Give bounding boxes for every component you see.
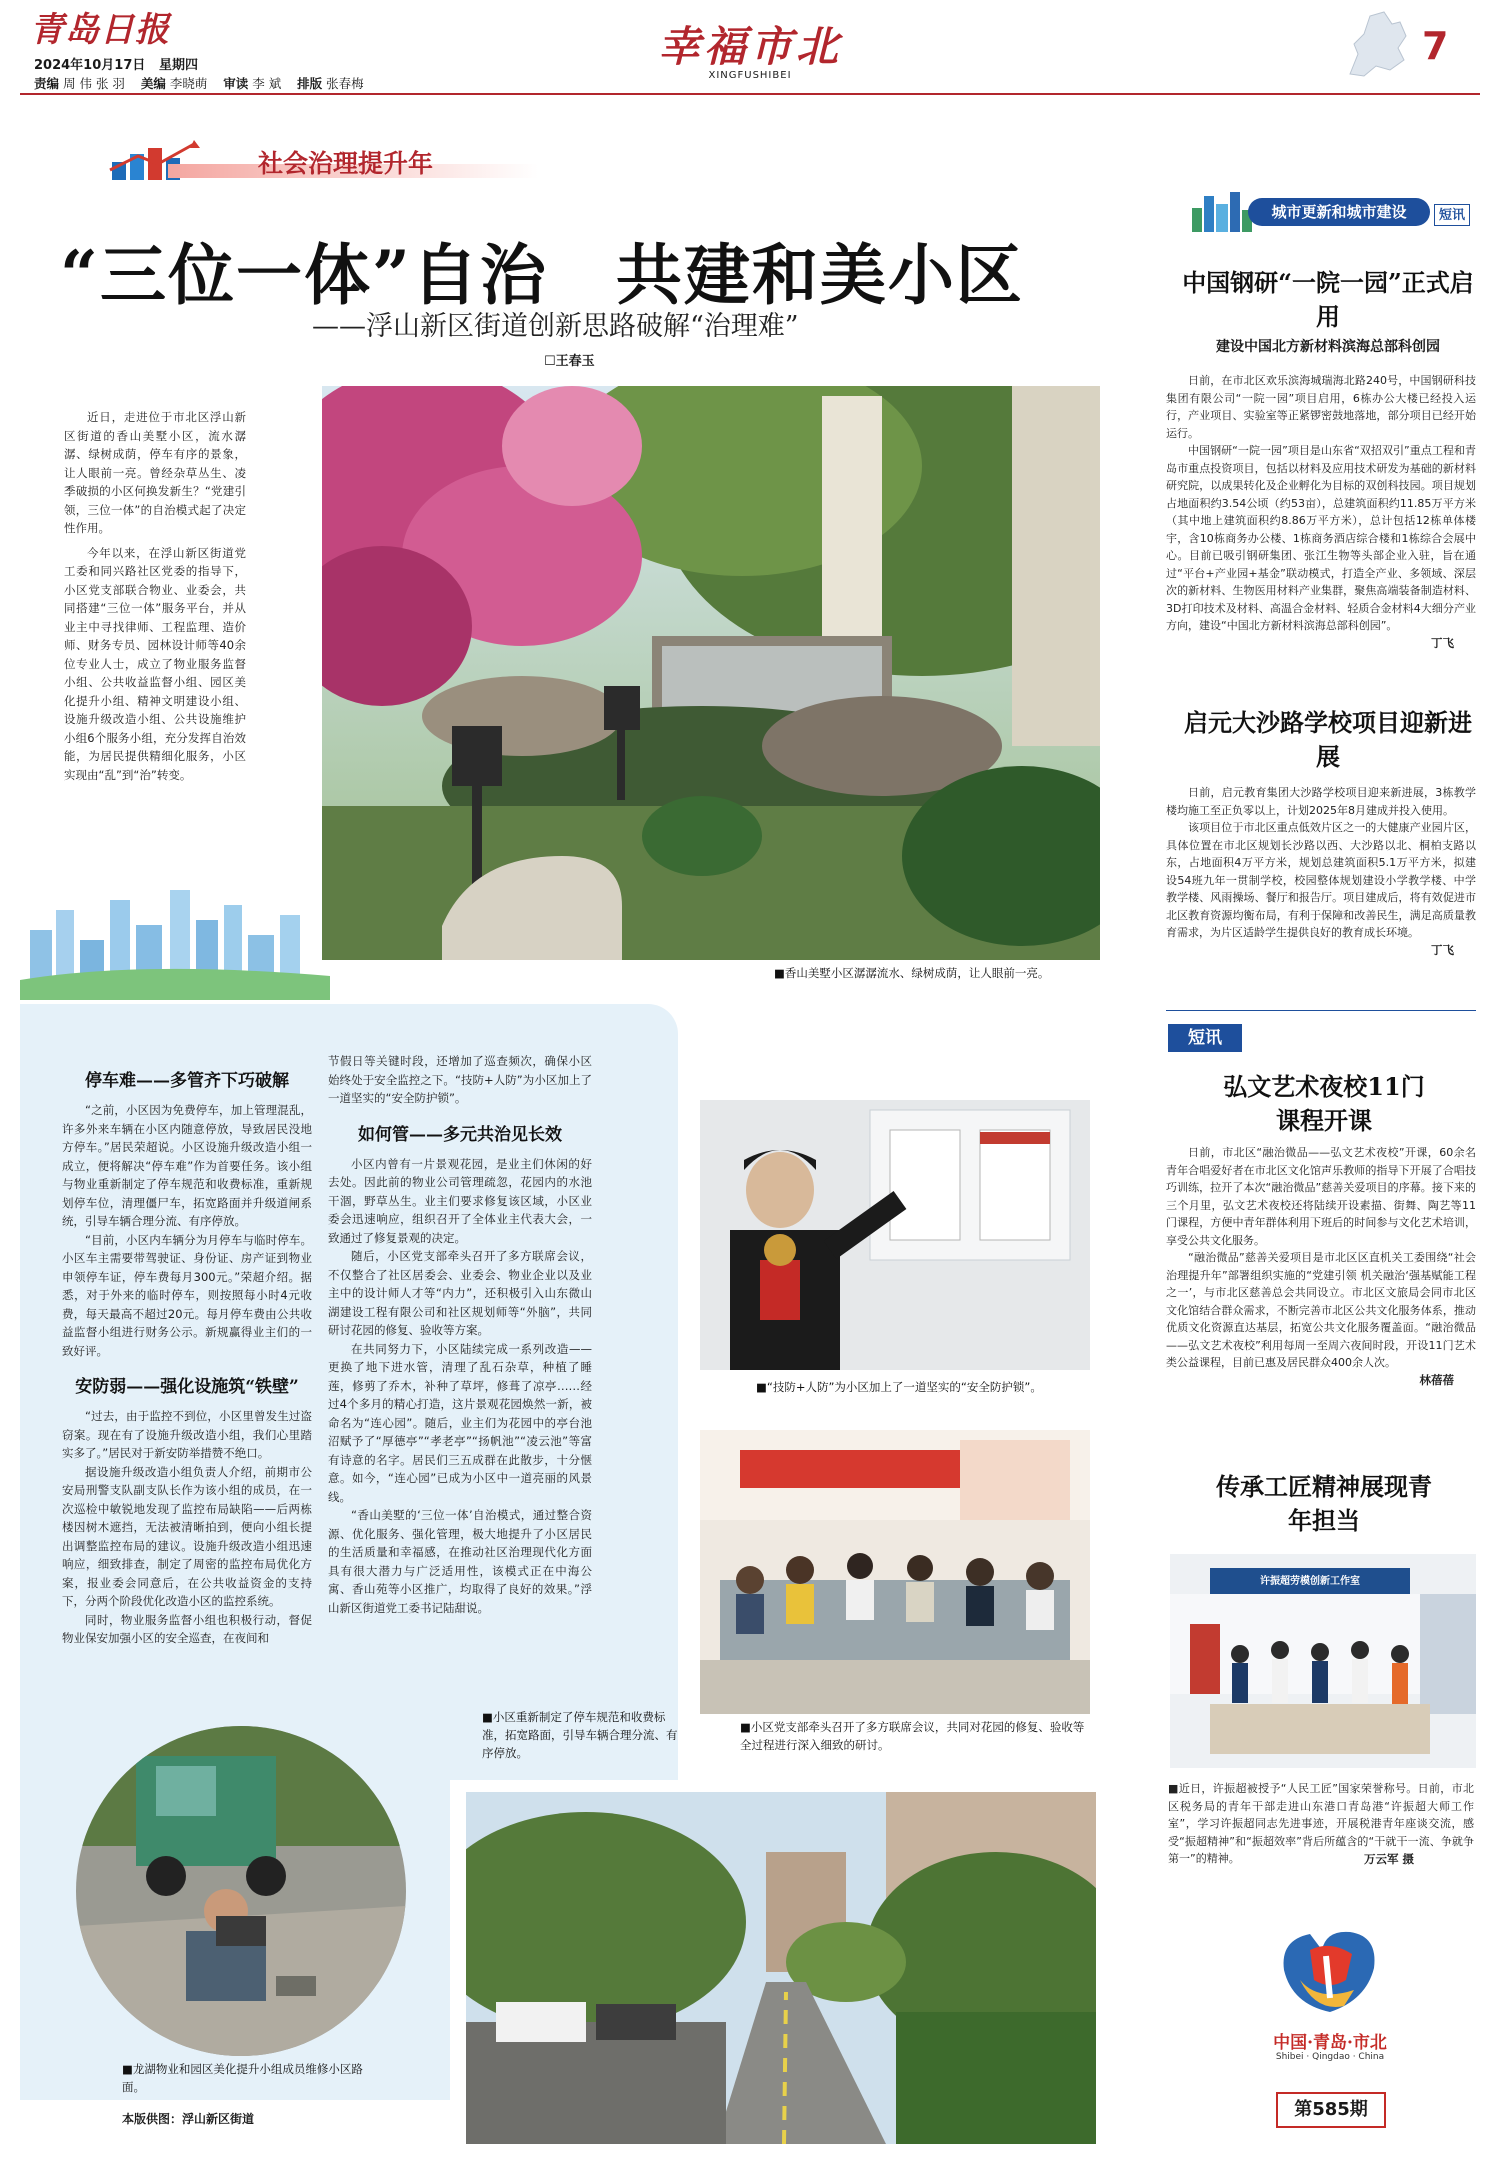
photo-street bbox=[466, 1792, 1096, 2144]
author-school: 丁飞 bbox=[1431, 942, 1454, 957]
security-illustration bbox=[700, 1100, 1090, 1370]
paragraph: 随后，小区党支部牵头召开了多方联席会议，不仅整合了社区居委会、业委会、物业企业以及业主中的设计师人才等“内力”，还积极引入山东微山湖建设工程有限公司和社区规划师等“外脑”，共同研讨花园的修复、验收等方案。 bbox=[328, 1249, 592, 1337]
article-title-craft: 传承工匠精神展现青年担当 bbox=[1216, 1472, 1432, 1535]
photo-road-repair bbox=[76, 1726, 406, 2056]
sidebar-divider bbox=[1166, 1010, 1476, 1011]
date-text: 2024年10月17日 bbox=[34, 58, 146, 73]
main-photo-garden bbox=[322, 386, 1100, 960]
article-body-art bbox=[1166, 1144, 1476, 1389]
intro-paragraph: 今年以来，在浮山新区街道党工委和同兴路社区党委的指导下，小区党支部联合物业、业委会，共同搭建“三位一体”服务平台，并从业主中寻找律师、工程监理、造价师、财务专员、园林设计师等40余位专业人士，成立了物业服务监督小组、公共收益监督小组、园区美化提升小组、精神文明建设小组、设施升级改造小组、公共设施维护小组6个服务小组，充分发挥自治效能，为居民提供精细化服务，小区实现由“乱”到“治”转变。 bbox=[64, 545, 246, 782]
credit-role: 责编 bbox=[34, 76, 60, 91]
skyline-decoration bbox=[20, 880, 330, 1000]
paragraph: 中国钢研“一院一园”项目是山东省“双招双引”重点工程和青岛市重点投资项目，包括以材料及应用技术研发为基础的新材料研究院，以成果转化及企业孵化为目标的双创科技园。项目规划占地面积约3.54公顷（约53亩），总建筑面积约11.85万平方米（其中地上建筑面积约8.86万平方米），总计包括12栋单体楼宇，含10栋商务办公楼、1栋商务酒店综合楼和1栋综合会展中心。目前已吸引钢研集团、张江生物等头部企业入驻，旨在通过“平台+产业园+基金”联动模式，打造全产业、多领域、深层次的新材料、生物医用材料产业集群，聚焦高端装备制造材料、3D打印技术及材料、高温合金材料、轻质合金材料4大细分产业方向，建设“中国北方新材料滨海总部科创园”。 bbox=[1166, 444, 1476, 632]
banner-label: 社会治理提升年 bbox=[258, 149, 434, 178]
paragraph: 日前，启元教育集团大沙路学校项目迎来新进展，3栋教学楼均施工至正负零以上，计划2025年8月建成并投入使用。 bbox=[1166, 786, 1476, 817]
intro-text bbox=[64, 408, 246, 784]
garden-illustration bbox=[322, 386, 1100, 960]
photo-craft-studio bbox=[1170, 1554, 1476, 1768]
issue-number-badge: 第585期 bbox=[1276, 2092, 1386, 2128]
paragraph: 日前，市北区“融治微品——弘文艺术夜校”开课，60余名青年合唱爱好者在市北区文化馆声乐教师的指导下开展了合唱技巧训练，拉开了本次“融治微品”慈善关爱项目的序幕。接下来的三个月里，弘文艺术夜校还将陆续开设素描、街舞、陶艺等11门课程，方便中青年群体利用下班后的时间参与文化艺术培训，享受公共文化服务。 bbox=[1166, 1146, 1476, 1247]
caption-security: ■“技防+人防”为小区加上了一道坚实的“安全防护锁”。 bbox=[756, 1380, 1042, 1394]
paragraph: 日前，在市北区欢乐滨海城瑞海北路240号，中国钢研科技集团有限公司“一院一园”项目启用，6栋办公大楼已经投入运行，产业项目、实验室等正紧锣密鼓地落地，部分项目已经开始运行。 bbox=[1166, 374, 1476, 440]
issue-date bbox=[34, 54, 198, 73]
intro-paragraph: 近日，走进位于市北区浮山新区街道的香山美墅小区，流水潺潺、绿树成荫，停车有序的景象，让人眼前一亮。曾经杂草丛生、凌季破损的小区何换发新生？“党建引领，三位一体”的自治模式起了决定性作用。 bbox=[64, 410, 246, 535]
article-body-school bbox=[1166, 784, 1476, 959]
studio-sign-text: 许振超劳模创新工作室 bbox=[1260, 1576, 1360, 1587]
section-body-parking bbox=[62, 1101, 312, 1360]
qingdao-map-icon bbox=[1340, 4, 1420, 84]
sub-headline: ——浮山新区街道创新思路破解“治理难” bbox=[312, 311, 799, 342]
meeting-illustration bbox=[700, 1430, 1090, 1714]
paragraph: “融治微品”慈善关爱项目是市北区区直机关工委围绕“社会治理提升年”部署组织实施的“党建引领 机关融治‘强基赋能工程之一’，与市北区慈善总会共同设立。市北区文旅局会同市北区文化馆结合群众需求，不断完善市北区公共文化服务体系，推动优质文化资源直达基层，拓宽公共文化服务覆盖面。“融治微品——弘文艺术夜校”利用每周一至周六夜间时段，开设11门艺术类公益课程，目前已惠及居民群众400余人次。 bbox=[1166, 1251, 1476, 1369]
section-title: 幸福市北 bbox=[657, 22, 842, 71]
section-pinyin: XINGFUSHIBEI bbox=[708, 70, 792, 81]
caption-parking: ■小区重新制定了停车规范和收费标准，拓宽路面，引导车辆合理分流、有序停放。 bbox=[482, 1710, 678, 1760]
caption-repair: ■龙湖物业和园区美化提升小组成员维修小区路面。 bbox=[122, 2062, 363, 2094]
photo-security-guard bbox=[700, 1100, 1090, 1370]
credit-name: 李晓萌 bbox=[169, 76, 208, 91]
credit-name: 张春梅 bbox=[326, 76, 364, 91]
paragraph: “香山美墅的‘三位一体’自治模式，通过整合资源、优化服务、强化管理，极大地提升了小区居民的生活质量和幸福感，在推动社区治理现代化方面具有很大潜力与广泛适用性，该模式正在中海公寓、香山苑等小区推广，均取得了良好的效果。”浮山新区街道党工委书记陆甜说。 bbox=[328, 1508, 592, 1615]
repair-illustration bbox=[76, 1726, 406, 2056]
main-headline: “三位一体”自治 共建和美小区 bbox=[60, 236, 1024, 314]
paragraph: ■近日，许振超被授予“人民工匠”国家荣誉称号。日前，市北区税务局的青年干部走进山东港口青岛港“许振超大师工作室”，学习许振超同志先进事迹，开展税港青年座谈交流，感受“振超精神”和“振超效率”背后所蕴含的“干就干一流、争就争第一”的精神。 bbox=[1168, 1782, 1474, 1865]
sidebar-tag: 短讯 bbox=[1434, 204, 1470, 226]
article-column-2 bbox=[328, 1052, 592, 1617]
credit-name: 周 伟 张 羽 bbox=[63, 76, 125, 91]
paragraph: 在共同努力下，小区陆续完成一系列改造——更换了地下进水管，清理了乱石杂草，种植了睡莲，修剪了乔木，补种了草坪，修葺了凉亭……经过4个多月的精心打造，这片景观花园焕然一新，被命名为“连心园”。随后，业主们为花园中的亭台池沼赋予了“厚德亭”“孝老亭”“扬帆池”“凌云池”等富有诗意的名字。居民们三五成群在此散步，十分惬意。如今，“连心园”已成为小区中一道亮丽的风景线。 bbox=[328, 1341, 592, 1504]
author-art: 林蓓蓓 bbox=[1419, 1372, 1454, 1387]
byline: ☐王春玉 bbox=[544, 354, 595, 369]
section-heading-governance: 如何管——多元共治见长效 bbox=[358, 1124, 562, 1145]
paragraph: 同时，物业服务监督小组也积极行动，督促物业保安加强小区的安全巡查，在夜间和 bbox=[62, 1612, 312, 1645]
feature-banner bbox=[108, 140, 538, 182]
shibei-district-logo-icon bbox=[1270, 1920, 1390, 2020]
paragraph: “过去，由于监控不到位，小区里曾发生过盗窃案。现在有了设施升级改造小组，我们心里踏实多了。”居民对于新安防举措赞不绝口。 bbox=[62, 1409, 312, 1460]
street-illustration bbox=[466, 1792, 1096, 2144]
author-craft: 万云军 摄 bbox=[1363, 1851, 1414, 1866]
paragraph: “之前，小区因为免费停车，加上管理混乱，许多外来车辆在小区内随意停放，导致居民没地方停车。”居民荣超说。小区设施升级改造小组一成立，便将解决“停车难”作为首要任务。该小组与物业重新制定了停车规范和收费标准，重新规划停车位，清理僵尸车，拓宽路面并升级道闸系统，引导车辆合理分流、有序停放。 bbox=[62, 1103, 312, 1228]
sidebar-banner bbox=[1188, 190, 1478, 234]
credit-name: 李 斌 bbox=[252, 76, 282, 91]
article-title-school: 启元大沙路学校项目迎新进展 bbox=[1184, 708, 1472, 771]
section-body-security bbox=[62, 1407, 312, 1648]
paragraph: “目前，小区内车辆分为月停车与临时停车。小区车主需要带驾驶证、身份证、房产证到物业申领停车证，停车费每月300元。”荣超介绍。据悉，对于外来的临时停车，则按照每小时4元收费，每天最高不超过20元。每月停车费由公共收益监督小组进行财务公示。新规赢得业主们的一致好评。 bbox=[62, 1232, 312, 1358]
section-heading-security: 安防弱——强化设施筑“铁壁” bbox=[75, 1377, 299, 1397]
credit-role: 美编 bbox=[140, 76, 166, 91]
short-news-tag: 短讯 bbox=[1168, 1024, 1242, 1052]
masthead bbox=[0, 0, 1500, 96]
sidebar-banner-label: 城市更新和城市建设 bbox=[1248, 198, 1430, 226]
caption-meeting: ■小区党支部牵头召开了多方联席会议，共同对花园的修复、验收等全过程进行深入细致的研讨。 bbox=[740, 1720, 1085, 1752]
photo-meeting bbox=[700, 1430, 1090, 1714]
newspaper-logo: 青岛日报 bbox=[30, 10, 170, 50]
paragraph: 节假日等关键时段，还增加了巡查频次，确保小区始终处于安全监控之下。“技防+人防”为小区加上了一道坚实的“安全防护锁”。 bbox=[328, 1054, 592, 1105]
editor-credits bbox=[34, 74, 364, 92]
caption-craft bbox=[1168, 1780, 1474, 1868]
main-photo-caption: ■香山美墅小区潺潺流水、绿树成荫，让人眼前一亮。 bbox=[774, 966, 1050, 980]
paragraph: 小区内曾有一片景观花园，是业主们休闲的好去处。因此前的物业公司管理疏忽，花园内的水池干涸，野草丛生。业主们要求修复该区域，小区业委会迅速响应，组织召开了全体业主代表大会，一致通过了修复景观的决定。 bbox=[328, 1156, 592, 1245]
masthead-rule bbox=[20, 93, 1480, 95]
article-subtitle-steel: 建设中国北方新材料滨海总部科创园 bbox=[1216, 339, 1440, 355]
column-2-lead bbox=[328, 1052, 592, 1108]
photo-credit-text: 本版供图：浮山新区街道 bbox=[122, 2112, 255, 2126]
section-body-governance bbox=[328, 1155, 592, 1618]
credit-role: 排版 bbox=[297, 76, 323, 91]
article-column-1 bbox=[62, 1066, 312, 1648]
district-logo-text: 中国·青岛·市北 bbox=[1273, 2033, 1387, 2053]
article-title-art: 弘文艺术夜校11门课程开课 bbox=[1223, 1072, 1425, 1135]
credit-role: 审读 bbox=[223, 76, 249, 91]
weekday-text: 星期四 bbox=[158, 58, 198, 73]
paragraph: 据设施升级改造小组负责人介绍，前期市公安局刑警支队副支队长作为该小组的成员，在一次巡检中敏锐地发现了监控布局缺陷——后两栋楼因树木遮挡，无法被清晰拍到，便向小组长提出调整监控布局的建议。设施升级改造小组迅速响应，细致排查，制定了周密的监控布局优化方案，报业委会同意后，在公共收益资金的支持下，分两个阶段优化改造小区的监控系统。 bbox=[62, 1464, 312, 1608]
section-heading-parking: 停车难——多管齐下巧破解 bbox=[85, 1071, 289, 1091]
page-number: 7 bbox=[1422, 24, 1449, 68]
paragraph: 该项目位于市北区重点低效片区之一的大健康产业园片区，具体位置在市北区规划长沙路以西、大沙路以北、桐柏支路以东，占地面积4万平方米，规划总建筑面积5.1万平方米，拟建设54班九年一贯制学校，校园整体规划建设小学教学楼、中学教学楼、风雨操场、餐厅和报告厅。项目建成后，将有效促进市北区教育资源均衡布局，有利于保障和改善民生，满足高质量教育需求，为片区适龄学生提供良好的教育成长环境。 bbox=[1166, 821, 1476, 939]
author-steel: 丁飞 bbox=[1431, 635, 1454, 650]
district-logo-pinyin: Shibei · Qingdao · China bbox=[1275, 2052, 1385, 2062]
article-body-steel bbox=[1166, 372, 1476, 652]
photo-credit bbox=[122, 2110, 254, 2127]
article-title-steel: 中国钢研“一院一园”正式启用 bbox=[1182, 268, 1474, 331]
